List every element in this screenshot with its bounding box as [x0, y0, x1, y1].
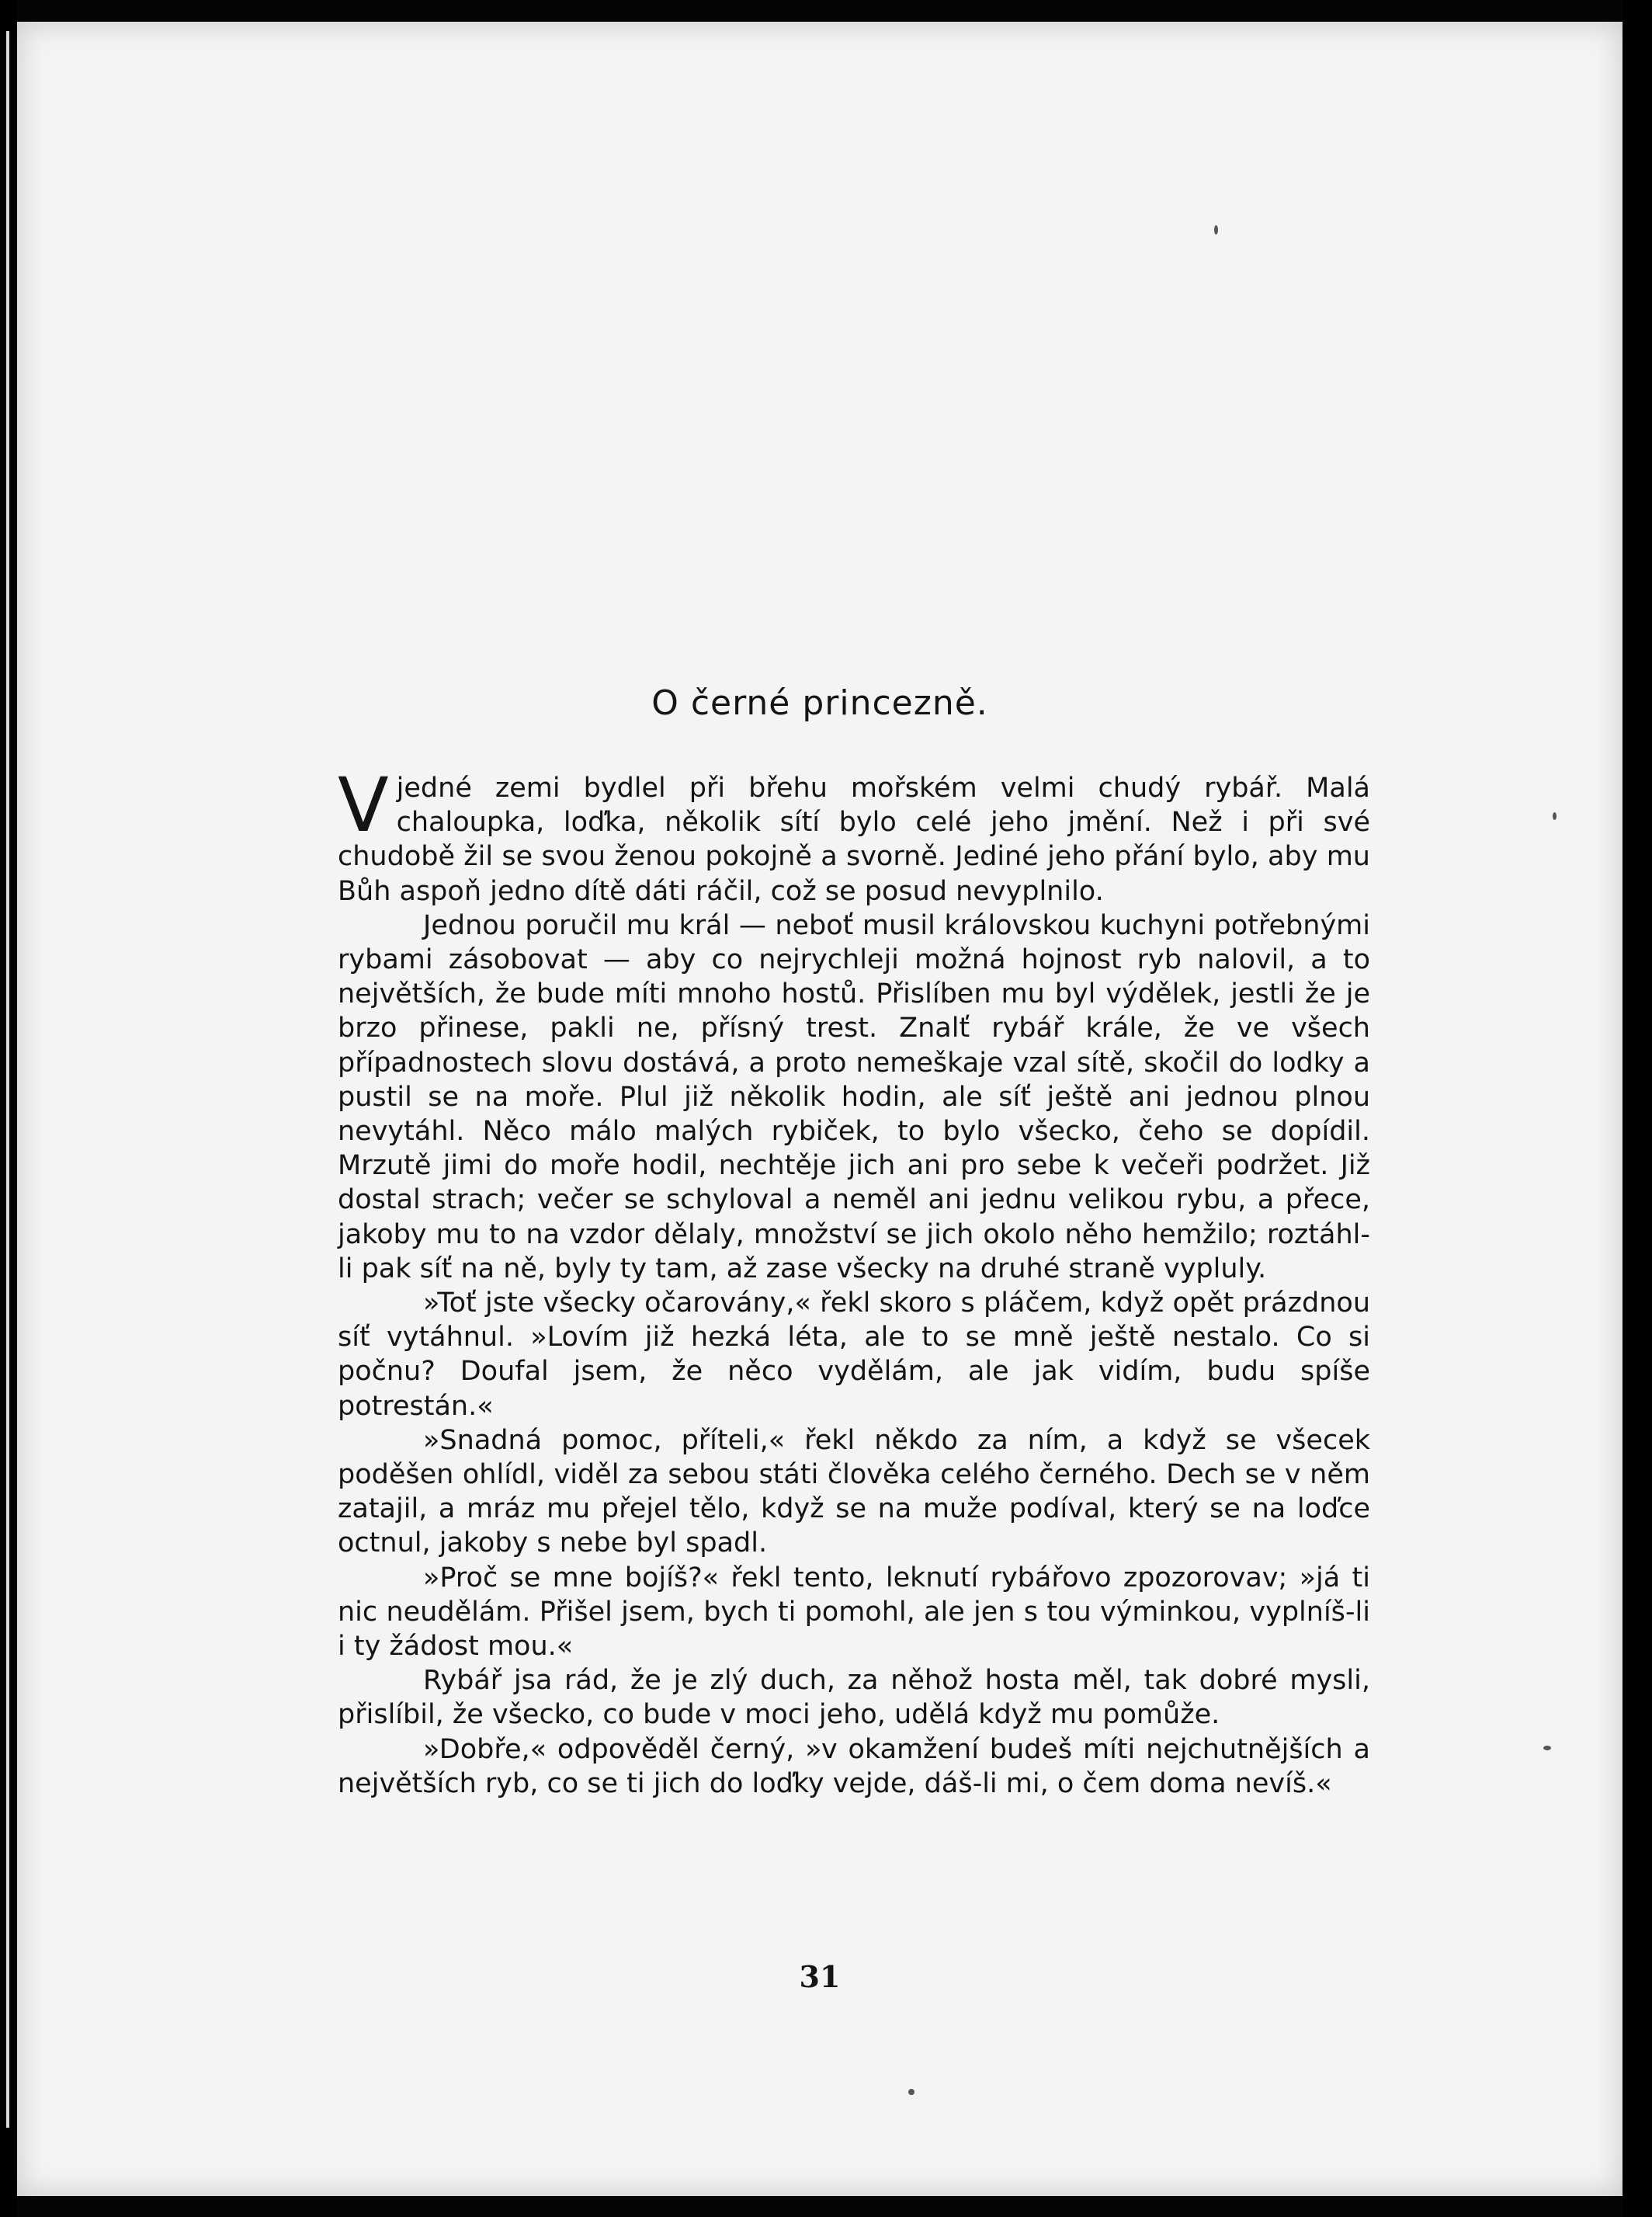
scan-speck — [1543, 1746, 1551, 1750]
scan-right-edge — [1622, 0, 1652, 2217]
body-text — [338, 762, 1370, 1801]
paragraph-4: »Snadná pomoc, příteli,« řekl někdo za ním, a když se všecek poděšen ohlídl, viděl za sebou státi člověka celého černého. Dech se v něm zatajil, a mráz mu přejel tělo, když se na muže podíval, který se na loďce octnul, jakoby s nebe byl spadl. — [338, 1424, 1370, 1559]
drop-cap: V — [338, 762, 389, 849]
paragraph-6: Rybář jsa rád, že je zlý duch, za něhož hosta měl, tak dobré mysli, přislíbil, že všecko, co bude v moci jeho, udělá když mu pomůže. — [338, 1665, 1370, 1731]
scan-edge-line — [6, 31, 9, 2128]
paragraph-1 — [338, 762, 1370, 909]
scan-left-edge — [0, 0, 17, 2217]
book-page — [17, 22, 1622, 2196]
paragraph-2: Jednou poručil mu král — neboť musil královskou kuchyni potřebnými rybami zásobovat — aby co nejrychleji možná hojnost ryb nalovil, a to největších, že bude míti mnoho hostů. Přislíben mu byl výdělek, jestli že je brzo přinese, pakli ne, přísný trest. Znalť rybář krále, že ve všech případnostech slovu dostává, a proto nemeškaje vzal sítě, skočil do lodky a pustil se na moře. Plul již několik hodin, ale síť ještě ani jednou plnou nevytáhl. Něco málo malých rybiček, to bylo všecko, čeho se dopídil. Mrzutě jimi do moře hodil, nechtěje jich ani pro sebe k večeři podržet. Již dostal strach; večer se schyloval a neměl ani jednu velikou rybu, a přece, jakoby mu to na vzdor dělaly, množství se jich okolo něho hemžilo; roztáhl-li pak síť na ně, byly ty tam, až zase všecky na druhé straně vypluly. — [338, 909, 1370, 1284]
page-number: 31 — [799, 1959, 841, 1994]
paragraph-7: »Dobře,« odpověděl černý, »v okamžení budeš míti nejchutnějších a největších ryb, co se ti jich do loďky vejde, dáš-li mi, o čem doma nevíš.« — [338, 1733, 1370, 1799]
scan-speck — [1553, 812, 1557, 820]
paragraph-5: »Proč se mne bojíš?« řekl tento, leknutí rybářovo zpozorovav; »já ti nic neudělám. Přišel jsem, bych ti pomohl, ale jen s tou výminkou, vyplníš-li i ty žádost mou.« — [338, 1562, 1370, 1663]
chapter-title: O černé princezně. — [651, 683, 988, 723]
scan-speck — [908, 2089, 914, 2095]
scan-speck — [1214, 225, 1218, 235]
paragraph-3: »Toť jste všecky očarovány,« řekl skoro s pláčem, když opět prázdnou síť vytáhnul. »Lovím již hezká léta, ale to se mně ještě nestalo. Co si počnu? Doufal jsem, že něco vydělám, ale jak vidím, budu spíše potrestán.« — [338, 1287, 1370, 1422]
paragraph-1-text: jedné zemi bydlel při břehu mořském velmi chudý rybář. Malá chaloupka, loďka, několik sítí bylo celé jeho jmění. Než i při své chudobě žil se svou ženou pokojně a svorně. Jediné jeho přání bylo, aby mu Bůh aspoň jedno dítě dáti ráčil, což se posud nevyplnilo. — [338, 773, 1370, 907]
